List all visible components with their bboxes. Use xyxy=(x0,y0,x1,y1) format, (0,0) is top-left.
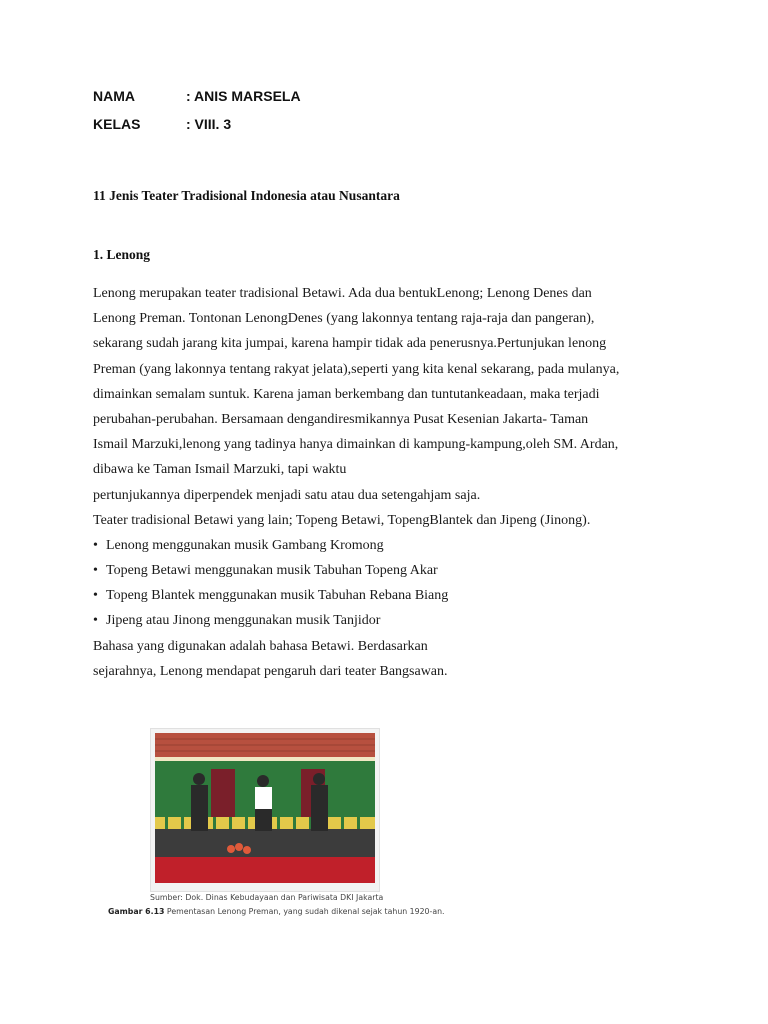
document-title: 11 Jenis Teater Tradisional Indonesia atau Nusantara xyxy=(93,188,400,203)
name-value: : ANIS MARSELA xyxy=(186,88,301,104)
bullet-text: Jipeng atau Jinong menggunakan musik Tanjidor xyxy=(106,613,381,629)
name-row xyxy=(93,88,301,104)
paragraph-line: dibawa ke Taman Ismail Marzuki, tapi waktu xyxy=(93,462,347,478)
bullet-item xyxy=(93,608,693,633)
paragraph-line: Bahasa yang digunakan adalah bahasa Betawi. Berdasarkan xyxy=(93,638,428,654)
roof-trim xyxy=(155,757,375,761)
figure-number: Gambar 6.13 xyxy=(108,907,165,916)
section-body xyxy=(93,281,693,684)
paragraph-line: Lenong Preman. Tontonan LenongDenes (yang lakonnya tentang raja-raja dan pangeran), xyxy=(93,311,595,327)
paragraph-line: sekarang sudah jarang kita jumpai, karena hampir tidak ada penerusnya.Pertunjukan lenong xyxy=(93,336,607,352)
bullet-text: Topeng Betawi menggunakan musik Tabuhan Topeng Akar xyxy=(106,563,438,579)
bullet-text: Lenong menggunakan musik Gambang Kromong xyxy=(106,537,384,553)
class-row xyxy=(93,116,231,132)
paragraph-line: Ismail Marzuki,lenong yang tadinya hanya dimainkan di kampung-kampung,oleh SM. Ardan, xyxy=(93,437,619,453)
paragraph-line: pertunjukannya diperpendek menjadi satu atau dua setengahjam saja. xyxy=(93,487,481,503)
paragraph-line: Preman (yang lakonnya tentang rakyat jelata),seperti yang kita kenal sekarang, pada mulanya, xyxy=(93,361,620,377)
name-label: NAMA xyxy=(93,88,135,104)
bullet-item xyxy=(93,558,693,583)
paragraph-line: sejarahnya, Lenong mendapat pengaruh dari teater Bangsawan. xyxy=(93,663,448,679)
class-label: KELAS xyxy=(93,116,141,132)
figure-caption-text: Pementasan Lenong Preman, yang sudah dikenal sejak tahun 1920-an. xyxy=(164,907,445,916)
bullet-item xyxy=(93,533,693,558)
paragraph-line: dimainkan semalam suntuk. Karena jaman berkembang dan tuntutankeadaan, maka terjadi xyxy=(93,386,600,402)
figure-caption xyxy=(108,907,445,916)
paragraph-line: Teater tradisional Betawi yang lain; Topeng Betawi, TopengBlantek dan Jipeng (Jinong). xyxy=(93,512,591,528)
photo-stage-front xyxy=(155,829,375,859)
photo-illustration xyxy=(151,729,379,891)
photo-stage-floor xyxy=(155,857,375,883)
bullet-item xyxy=(93,583,693,608)
photo-source: Sumber: Dok. Dinas Kebudayaan dan Pariwisata DKI Jakarta xyxy=(150,893,384,902)
bullet-text: Topeng Blantek menggunakan musik Tabuhan Rebana Biang xyxy=(106,588,449,604)
class-value: : VIII. 3 xyxy=(186,116,232,132)
paragraph-line: Lenong merupakan teater tradisional Betawi. Ada dua bentukLenong; Lenong Denes dan xyxy=(93,286,592,301)
photo-door xyxy=(211,769,235,825)
lenong-performance-photo xyxy=(150,728,380,892)
section-heading: 1. Lenong xyxy=(93,247,151,262)
paragraph-line: perubahan-perubahan. Bersamaan dengandiresmikannya Pusat Kesenian Jakarta- Taman xyxy=(93,411,589,427)
